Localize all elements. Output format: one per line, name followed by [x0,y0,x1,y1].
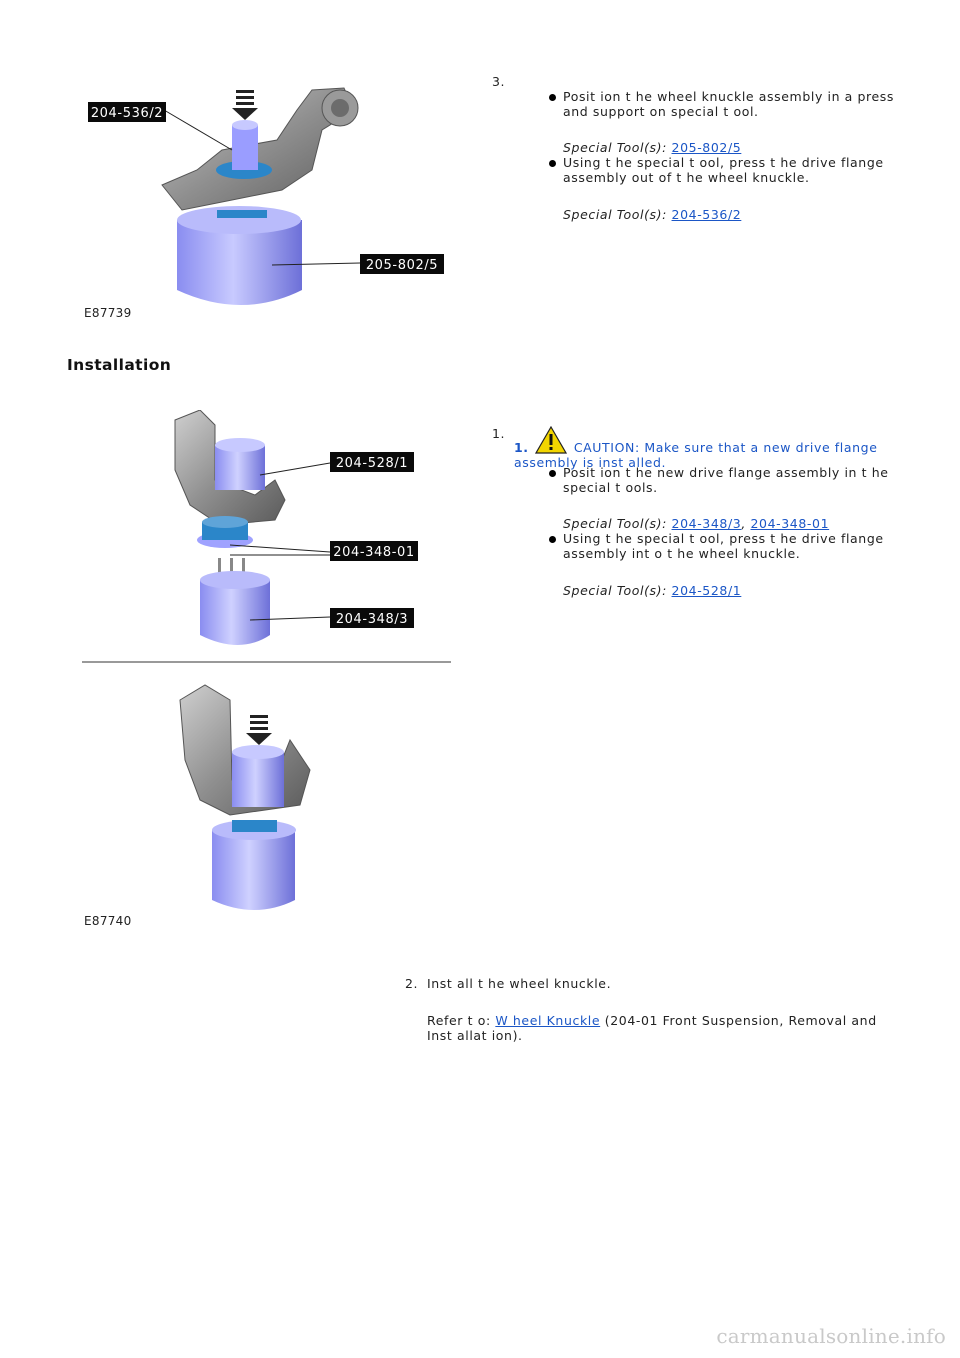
special-tools: Special Tool(s): 205-802/5 [563,140,742,155]
figure-e87740 [170,680,330,920]
step-number: 3. [492,74,506,89]
press-arrow-icon [232,90,258,120]
bullet-icon [549,470,556,477]
tool-link-204-528-1[interactable]: 204-528/1 [671,583,742,598]
figure-e87739 [82,70,452,320]
divider [82,661,451,663]
bullet-icon [549,94,556,101]
bullet-item: Using t he special t ool, press t he drive flange assembly out of t he wheel knuckle. [563,155,884,185]
callout-204-536-2: 204-536/2 [90,106,164,121]
bullet-item: Posit ion t he wheel knuckle assembly in a press and support on special t ool. [563,89,894,119]
special-tools: Special Tool(s): 204-348/3, 204-348-01 [563,516,830,531]
step-number: 1. [492,426,506,441]
press-arrow-icon [246,715,272,745]
watermark: carmanualsonline.info [716,1324,946,1348]
caution-block: 1. CAUTION: Make sure that a new drive flange assembly is inst alled. [514,411,878,470]
callout-204-348-01: 204-348-01 [333,545,415,560]
refer-to: Refer t o: W heel Knuckle (204-01 Front Suspension, Removal and Inst allat ion). [427,1013,877,1043]
special-tools: Special Tool(s): 204-536/2 [563,207,742,222]
support-tool-cylinder [212,830,295,910]
wheel-knuckle-link[interactable]: W heel Knuckle [495,1013,601,1028]
bullet-icon [549,536,556,543]
step-number: 2. [405,976,419,991]
section-heading: Installation [67,356,172,374]
tool-link-204-348-3[interactable]: 204-348/3 [671,516,742,531]
bullet-item: Using t he special t ool, press t he drive flange assembly int o t he wheel knuckle. [563,531,884,561]
figure-installation-1-callouts [230,445,420,635]
figure-code: E87739 [84,306,132,320]
tool-link-204-348-01[interactable]: 204-348-01 [750,516,830,531]
tool-link-205-802-5[interactable]: 205-802/5 [671,140,742,155]
tool-link-204-536-2[interactable]: 204-536/2 [671,207,742,222]
callout-204-528-1: 204-528/1 [335,456,409,471]
special-tools: Special Tool(s): 204-528/1 [563,583,742,598]
callout-205-802-5: 205-802/5 [365,258,439,273]
bullet-item: Posit ion t he new drive flange assembly in t he special t ools. [563,465,889,495]
warning-triangle-icon [535,426,567,454]
callout-204-348-3: 204-348/3 [335,612,409,627]
step-text: Inst all t he wheel knuckle. [427,976,612,991]
bullet-icon [549,160,556,167]
figure-code: E87740 [84,914,132,928]
